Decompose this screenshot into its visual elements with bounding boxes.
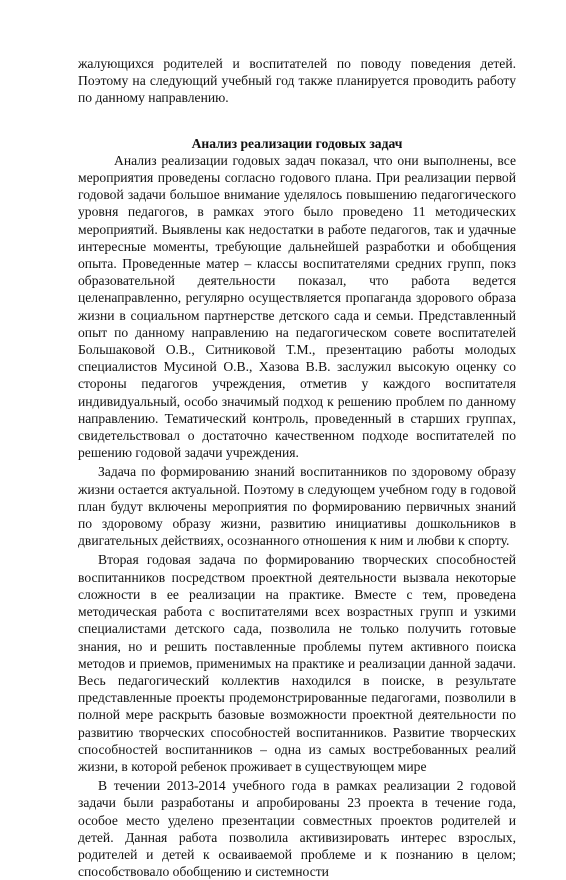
intro-paragraph: жалующихся родителей и воспитателей по поводу поведения детей. Поэтому на следующий учебный год также планируется проводить работу по данному направлению. <box>78 56 516 106</box>
body-paragraph: Анализ реализации годовых задач показал, что они выполнены, все мероприятия проведены согласно годового плана. При реализации первой годовой задачи большое внимание уделялось повышению педагогического уровня педагогов, в рамках этого было проведено 11 методических мероприятий. Выявлены как недостатки в работе педагогов, так и удачные интересные моменты, требующие дальнейшей разработки и обобщения опыта. Проведенные матер – классы воспитателями средних групп, покз образовательной деятельности показал, что работа ведется целенаправленно, регулярно осуществляется пропаганда здорового образа жизни в социальном партнерстве детского сада и семьи. Представленный опыт по данному направлению на педагогическом совете воспитателей Большаковой О.В., Ситниковой Т.М., презентацию работы молодых специалистов Мусиной О.В., Хазова В.В. заслужил высокую оценку со стороны педагогов учреждения, отметив у каждого воспитателя индивидуальный, особо значимый подход к решению проблем по данному направлению. Тематический контроль, проведенный в старших группах, свидетельствовал о достаточно качественном подходе воспитателей по решению годовой задачи учреждения. <box>78 152 516 461</box>
body-paragraph: Задача по формированию знаний воспитанников по здоровому образу жизни остается актуальной. Поэтому в следующем учебном году в годовой план будут включены мероприятия по формированию первичных знаний по здоровому образу жизни, развитию инициативы дошкольников в двигательных действиях, осознанного отношения к ним и любви к спорту. <box>78 464 516 549</box>
section-title: Анализ реализации годовых задач <box>191 135 403 151</box>
body-paragraph: Вторая годовая задача по формированию творческих способностей воспитанников посредством проектной деятельности вызвала некоторые сложности в ее реализации на практике. Вместе с тем, проведена методическая работа с воспитателями всех возрастных групп и узкими специалистами детского сада, позволила не только получить готовые знания, но и решить поставленные проблемы путем активного поиска методов и приемов, применимых на практике и реализации данной задачи. Весь педагогический коллектив находился в поиске, в результате представленные проекты продемонстрированные педагогами, позволили в полной мере раскрыть базовые возможности проектной деятельности по развитию творческих способностей воспитанников. Развитие творческих способностей воспитанников – одна из самых востребованных реалий жизни, в которой ребенок проживает в существующем мире <box>78 552 516 774</box>
body-paragraph: В течении 2013-2014 учебного года в рамках реализации 2 годовой задачи были разработаны и апробированы 23 проекта в течение года, особое место уделено презентации совместных проектов родителей и детей. Данная работа позволила активизировать интерес взрослых, родителей и детей к осваиваемой проблеме и к познанию в целом; способствовало обобщению и системности <box>78 778 516 880</box>
